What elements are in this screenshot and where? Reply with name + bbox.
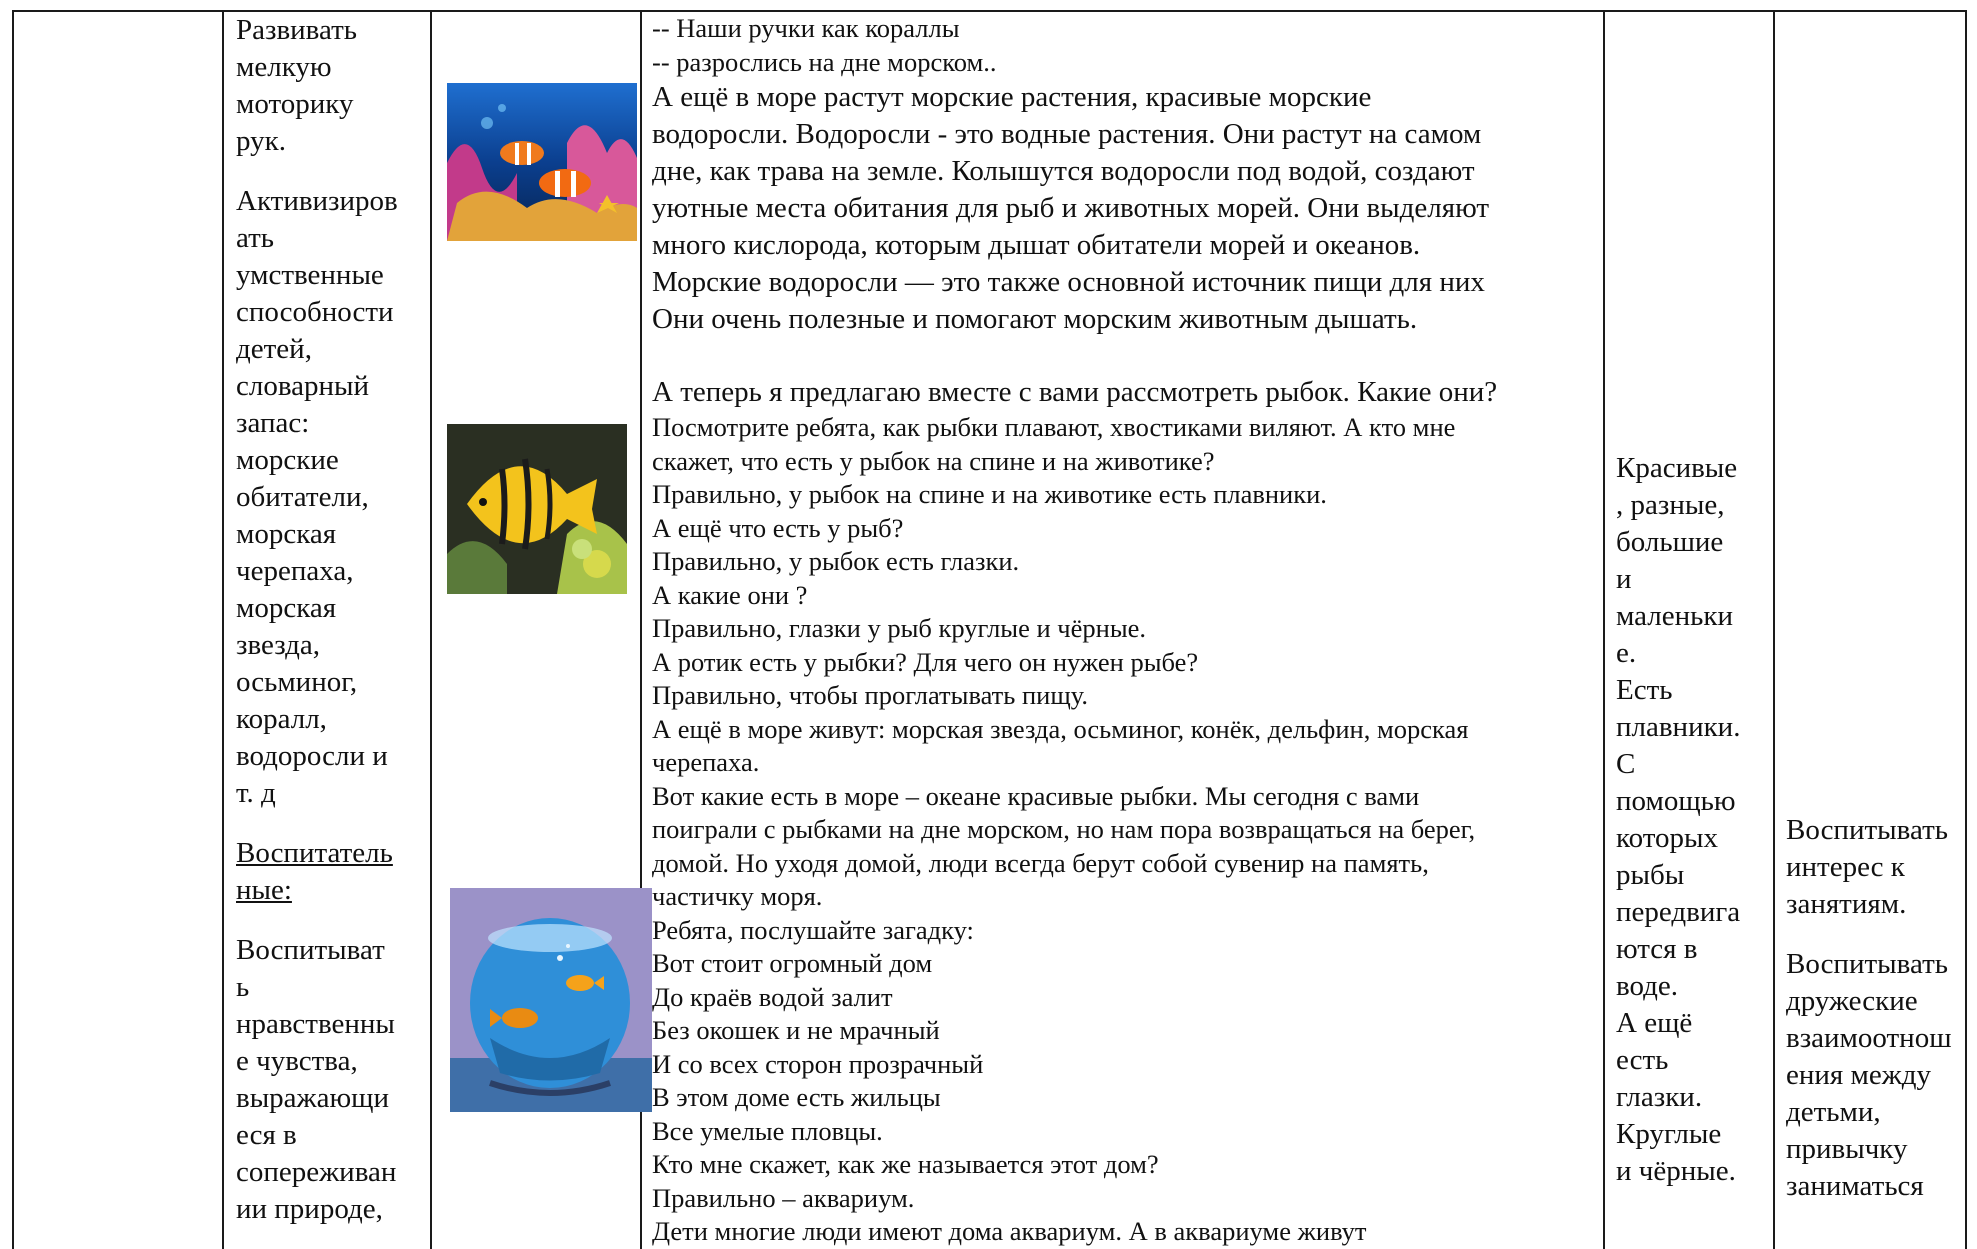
column-divider-1 [12,10,14,1249]
upbringing-cell [1786,812,1971,1205]
goal-line: Активизиров [236,185,398,217]
dialogue-line: домой. Но уходя домой, люди всегда берут собой сувенир на память, [652,847,1429,878]
goal-line: запас: [236,407,310,439]
goals-cell [236,12,426,1228]
paragraph-line: уютные места обитания для рыб и животных морей. Они выделяют [652,192,1490,224]
dialogue-line: А ещё что есть у рыб? [652,512,904,543]
dialogue-line: Правильно, у рыбок есть глазки. [652,546,1020,576]
dialogue-line: Правильно, чтобы проглатывать пищу. [652,680,1088,710]
answer-line: Красивые [1616,452,1738,484]
goal-line: ии природе, [236,1193,383,1225]
upbringing-line: детьми, [1786,1096,1881,1128]
poem-line: -- Наши ручки как кораллы [652,13,960,43]
goal-line: е чувства, [236,1045,358,1077]
paragraph-line: Они очень полезные и помогают морским животным дышать. [652,303,1418,335]
answer-line: С [1616,748,1636,780]
upbringing-line: Воспитывать [1786,814,1948,846]
goal-line: моторику [236,88,354,120]
paragraph-line: А теперь я предлагаю вместе с вами рассмотреть рыбок. Какие они? [652,376,1498,408]
column-divider-5 [1603,10,1605,1249]
goal-line: черепаха, [236,555,354,587]
answer-line: Круглые [1616,1118,1722,1150]
riddle-line: Все умелые пловцы. [652,1115,883,1146]
answer-line: е. [1616,637,1637,669]
goal-line: словарный [236,370,370,402]
answer-line: Есть [1616,674,1673,706]
riddle-line: До краёв водой залит [652,981,893,1012]
answer-line: маленьки [1616,600,1733,632]
dialogue-line: А ещё в море живут: морская звезда, осьминог, конёк, дельфин, морская [652,713,1469,744]
goal-line: ать [236,222,275,254]
column-divider-2 [222,10,224,1249]
upbringing-line: дружеские [1786,985,1918,1017]
goal-line: нравственны [236,1008,395,1040]
expected-answers-cell [1616,450,1766,1190]
goal-line: морская [236,518,337,550]
butterflyfish-image [447,424,627,594]
goal-line: обитатели, [236,481,369,513]
goal-line: детей, [236,333,312,365]
goal-line: Воспитыват [236,934,385,966]
answer-line: ются в [1616,933,1698,965]
upbringing-line: ения между [1786,1059,1932,1091]
riddle-line: Без окошек и не мрачный [652,1015,940,1045]
dialogue-line: Ребята, послушайте загадку: [652,914,974,945]
lesson-text-cell [652,12,1602,1249]
goal-line: коралл, [236,703,327,735]
goal-line: ь [236,971,250,1003]
dialogue-line: скажет, что есть у рыбок на спине и на животике? [652,445,1215,476]
dialogue-line: частичку моря. [652,881,823,911]
dialogue-line: поиграли с рыбками на дне морском, но нам пора возвращаться на берег, [652,814,1476,844]
upbringing-line: Воспитывать [1786,948,1948,980]
upbringing-line: заниматься [1786,1170,1924,1202]
dialogue-line: А какие они ? [652,579,808,610]
upbringing-line: интерес к [1786,851,1905,883]
answer-line: , разные, [1616,489,1725,521]
answer-line: есть [1616,1044,1669,1076]
dialogue-line: Кто мне скажет, как же называется этот дом? [652,1149,1159,1179]
goal-line: Развивать [236,14,357,46]
upbringing-line: привычку [1786,1133,1908,1165]
goal-line: сопереживан [236,1156,397,1188]
goal-line: рук. [236,125,286,157]
dialogue-line: А ротик есть у рыбки? Для чего он нужен рыбе? [652,646,1199,677]
goal-line: звезда, [236,629,321,661]
dialogue-line: Правильно, у рыбок на спине и на животике есть плавники. [652,479,1327,509]
paragraph-line: дне, как трава на земле. Колышутся водоросли под водой, создают [652,155,1475,187]
riddle-line: Вот стоит огромный дом [652,948,933,978]
dialogue-line: Дети многие люди имеют дома аквариум. А в аквариуме живут [652,1216,1367,1246]
answer-line: помощью [1616,785,1736,817]
dialogue-line: Правильно – аквариум. [652,1182,915,1213]
answer-line: и чёрные. [1616,1155,1736,1187]
goal-line: осьминог, [236,666,358,698]
answer-line: плавники. [1616,711,1741,743]
goal-line: морская [236,592,337,624]
riddle-line: В этом доме есть жильцы [652,1082,941,1112]
riddle-line: И со всех сторон прозрачный [652,1048,984,1079]
goal-heading: Воспитатель [236,837,393,869]
aquarium-image [450,888,652,1112]
answer-line: и [1616,563,1632,595]
goal-line: еся в [236,1119,297,1151]
goal-line: т. д [236,777,276,809]
upbringing-line: взаимоотнош [1786,1022,1952,1054]
goal-line: умственные [236,259,384,291]
paragraph-line: А ещё в море растут морские растения, красивые морские [652,81,1372,113]
paragraph-line: Морские водоросли — это также основной источник пищи для них [652,266,1485,298]
goal-line: выражающи [236,1082,389,1114]
answer-line: рыбы [1616,859,1685,891]
paragraph-line: много кислорода, которым дышат обитатели морей и океанов. [652,229,1421,261]
dialogue-line: Правильно, глазки у рыб круглые и чёрные. [652,613,1147,643]
goal-line: мелкую [236,51,332,83]
answer-line: глазки. [1616,1081,1703,1113]
goal-heading: ные: [236,874,292,906]
answer-line: воде. [1616,970,1679,1002]
poem-line: -- разрослись на дне морском.. [652,46,997,77]
coral-reef-image [447,83,637,241]
answer-line: большие [1616,526,1724,558]
answer-line: которых [1616,822,1719,854]
goal-line: водоросли и [236,740,388,772]
answer-line: А ещё [1616,1007,1693,1039]
goal-line: морские [236,444,339,476]
column-divider-3 [430,10,432,1249]
upbringing-line: занятиям. [1786,888,1907,920]
goal-line: способности [236,296,394,328]
dialogue-line: Посмотрите ребята, как рыбки плавают, хвостиками виляют. А кто мне [652,412,1456,442]
answer-line: передвига [1616,896,1741,928]
column-divider-6 [1773,10,1775,1249]
dialogue-line: Вот какие есть в море – океане красивые рыбки. Мы сегодня с вами [652,780,1420,811]
dialogue-line: черепаха. [652,747,760,777]
paragraph-line: водоросли. Водоросли - это водные растения. Они растут на самом [652,118,1482,150]
